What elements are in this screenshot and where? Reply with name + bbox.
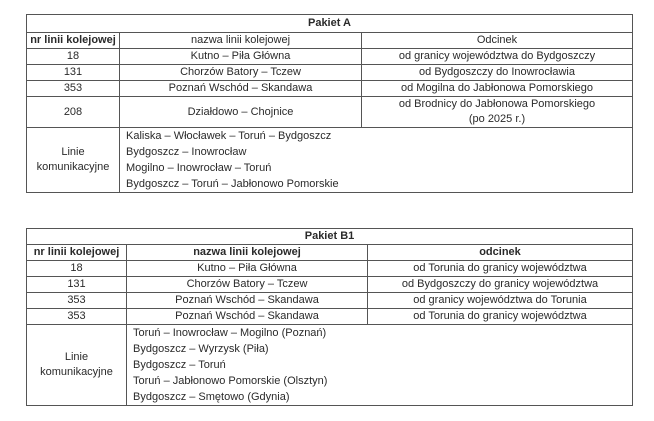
lines-label-2: komunikacyjne — [40, 366, 113, 378]
line-name: Chorzów Batory – Tczew — [120, 65, 362, 81]
section-note: (po 2025 r.) — [468, 113, 526, 125]
list-item: Toruń – Inowrocław – Mogilno (Poznań) — [133, 327, 327, 339]
section: od Bydgoszczy do Inowrocławia — [362, 65, 633, 81]
header-line-number: nr linii kolejowej — [27, 33, 120, 49]
list-item: Bydgoszcz – Toruń – Jabłonowo Pomorskie — [126, 178, 339, 190]
line-number: 353 — [27, 309, 127, 325]
table-pakiet-b1 — [26, 228, 633, 406]
line-name: Działdowo – Chojnice — [120, 97, 362, 128]
section: od Torunia do granicy województwa — [368, 261, 633, 277]
table-row — [27, 97, 633, 128]
lines-label — [27, 325, 127, 406]
table-row — [27, 309, 633, 325]
list-item: Bydgoszcz – Inowrocław — [126, 146, 247, 158]
line-number: 18 — [27, 261, 127, 277]
section: od granicy województwa do Bydgoszczy — [362, 49, 633, 65]
lines-list — [127, 325, 633, 406]
header-line-name: nazwa linii kolejowej — [120, 33, 362, 49]
header-line-number: nr linii kolejowej — [27, 245, 127, 261]
table-row — [27, 49, 633, 65]
communication-lines-row — [27, 128, 633, 193]
lines-label-1: Linie — [64, 351, 89, 363]
line-number: 208 — [27, 97, 120, 128]
list-item: Toruń – Jabłonowo Pomorskie (Olsztyn) — [133, 375, 328, 387]
table-title: Pakiet A — [27, 15, 633, 33]
header-line-name: nazwa linii kolejowej — [127, 245, 368, 261]
table-pakiet-a — [26, 14, 633, 193]
list-item: Bydgoszcz – Wyrzysk (Piła) — [133, 343, 269, 355]
line-name: Poznań Wschód – Skandawa — [120, 81, 362, 97]
header-section: Odcinek — [362, 33, 633, 49]
line-number: 18 — [27, 49, 120, 65]
lines-label — [27, 128, 120, 193]
table-title: Pakiet B1 — [27, 229, 633, 245]
section: od Bydgoszczy do granicy województwa — [368, 277, 633, 293]
header-section: odcinek — [368, 245, 633, 261]
table-row — [27, 277, 633, 293]
section: od Mogilna do Jabłonowa Pomorskiego — [362, 81, 633, 97]
lines-list — [120, 128, 633, 193]
line-number: 131 — [27, 277, 127, 293]
section: od granicy województwa do Torunia — [368, 293, 633, 309]
list-item: Bydgoszcz – Smętowo (Gdynia) — [133, 391, 290, 403]
list-item: Mogilno – Inowrocław – Toruń — [126, 162, 272, 174]
line-name: Chorzów Batory – Tczew — [127, 277, 368, 293]
list-item: Kaliska – Włocławek – Toruń – Bydgoszcz — [126, 130, 332, 142]
section: od Torunia do granicy województwa — [368, 309, 633, 325]
line-name: Kutno – Piła Główna — [127, 261, 368, 277]
table-row — [27, 261, 633, 277]
line-name: Kutno – Piła Główna — [120, 49, 362, 65]
lines-label-2: komunikacyjne — [36, 161, 110, 173]
section — [362, 97, 633, 128]
table-row — [27, 65, 633, 81]
line-name: Poznań Wschód – Skandawa — [127, 309, 368, 325]
lines-label-1: Linie — [61, 146, 85, 158]
line-number: 131 — [27, 65, 120, 81]
line-number: 353 — [27, 293, 127, 309]
table-row — [27, 81, 633, 97]
table-row — [27, 293, 633, 309]
line-name: Poznań Wschód – Skandawa — [127, 293, 368, 309]
list-item: Bydgoszcz – Toruń — [133, 359, 226, 371]
line-number: 353 — [27, 81, 120, 97]
section-line: od Brodnicy do Jabłonowa Pomorskiego — [398, 98, 596, 110]
communication-lines-row — [27, 325, 633, 406]
